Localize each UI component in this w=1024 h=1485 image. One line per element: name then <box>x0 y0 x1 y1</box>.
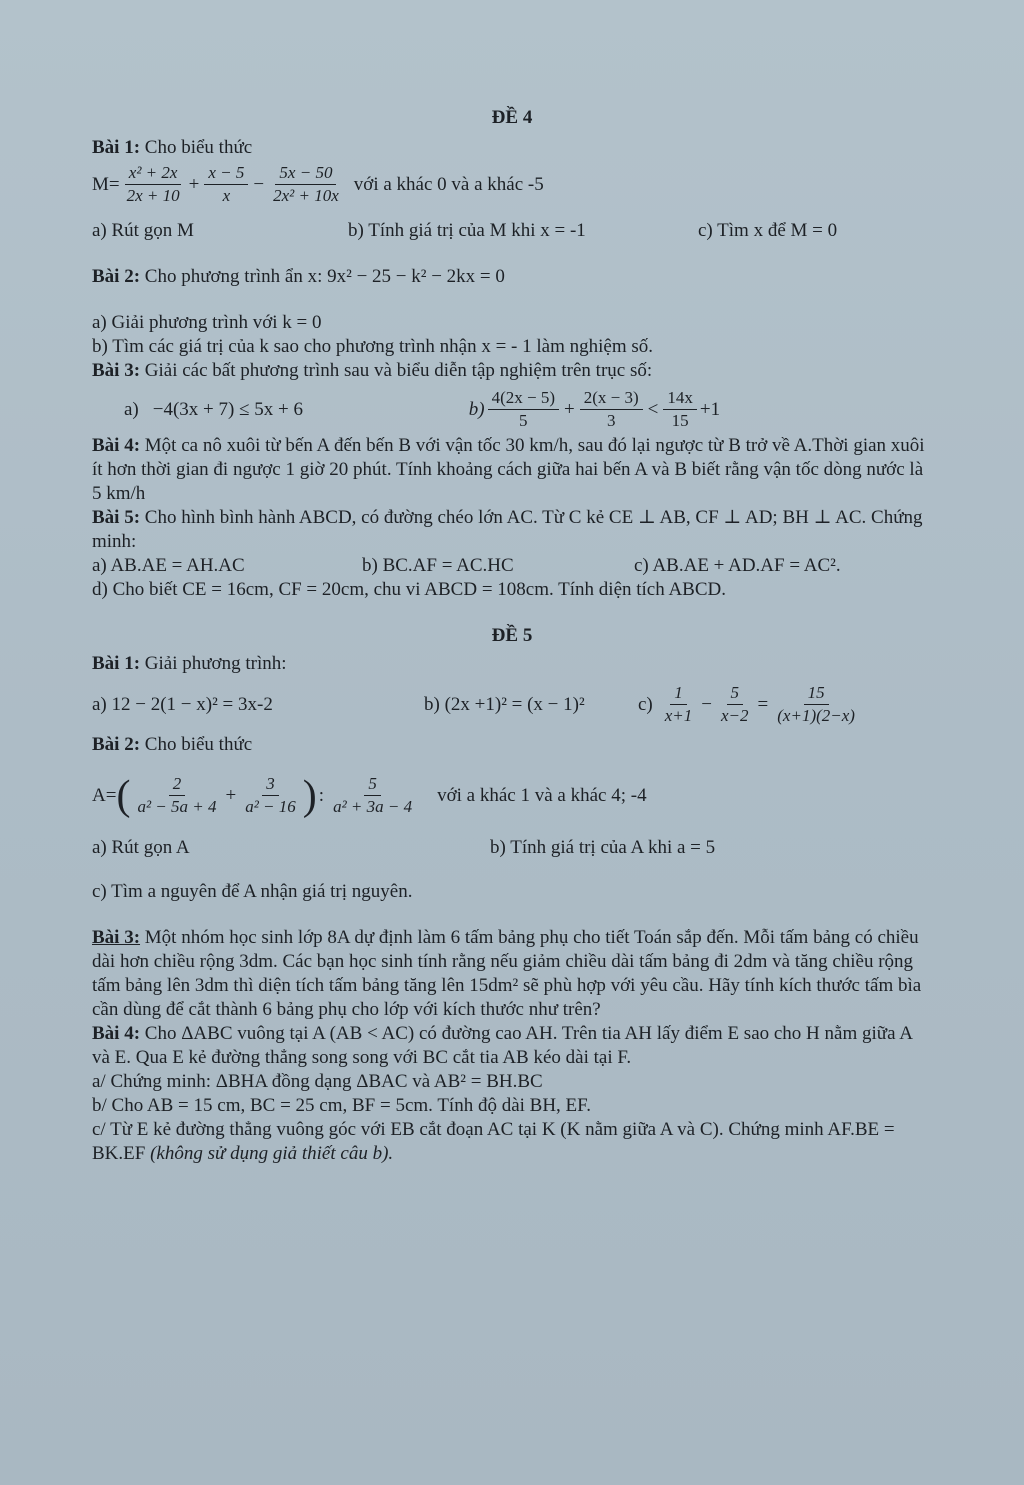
fraction: $\frac{15}{(x+1)(2-x)}$ <box>777 683 855 725</box>
de4-bai4: Bài 4: Một ca nô xuôi từ bến A đến bến B với vận tốc 30 km/h, sau đó lại ngược từ B trở về A.Thời gian xuôi ít hơn thời gian đi ngược 1 giờ 20 phút. Tính khoảng cách giữa hai bến A và B biết rằng vận tốc dòng nước là 5 km/h <box>92 435 925 504</box>
fraction: $\frac{2(x - 3)}{3}$ <box>580 387 643 432</box>
fraction: $\frac{5x - 50}{\text{2x² + 10x}}$ <box>273 163 339 205</box>
exam-5-title: ĐỀ 5 <box>491 625 533 646</box>
de5-bai4: Bài 4: Cho ΔABC vuông tại A (AB < AC) có đường cao AH. Trên tia AH lấy điểm E sao cho H nằm giữa A và E. Qua E kẻ đường thẳng song song với BC cắt tia AB kéo dài tại F. <box>92 1023 912 1068</box>
fraction: $\frac{3}{\text{a² − 16}}$ <box>245 774 296 816</box>
de4-bai5-parts: a) AB.AE = AH.AC b) BC.AF = AC.HC c) AB.AE + AD.AF = AC². <box>92 555 841 576</box>
de4-bai5-d: d) Cho biết CE = 16cm, CF = 20cm, chu vi ABCD = 108cm. Tính diện tích ABCD. <box>92 579 726 600</box>
de5-bai4-c: c/ Từ E kẻ đường thẳng vuông góc với EB cắt đoạn AC tại K (K nằm giữa A và C). Chứng minh AF.BE = BK.EF (không sử dụng giả thiết câu b). <box>92 1119 895 1164</box>
de4-bai1-parts: a) Rút gọn M b) Tính giá trị của M khi x = -1 c) Tìm x để M = 0 <box>92 220 838 241</box>
exam-4-title: ĐỀ 4 <box>491 107 533 128</box>
de5-bai1-parts: a) 12 − 2(1 − x)² = 3x-2 b) (2x +1)² = (x − 1)² c) $\frac{1}{x+1}$ − $\frac{5}{x-2}$ = $\frac{15}{(x+1)(2-x)}$ <box>92 682 932 727</box>
exam-content <box>92 100 932 1166</box>
de4-bai1-expression: M= $\frac{\text{x² + 2x}}{2x + 10}$ + $\frac{x - 5}{x}$ − $\frac{5x - 50}{\text{2x² + 10x}}$ với a khác 0 và a khác -5 <box>92 163 544 205</box>
de5-bai2-parts: a) Rút gọn A b) Tính giá trị của A khi a = 5 <box>92 837 716 858</box>
de5-bai2-heading: Bài 2: Cho biểu thức <box>92 734 253 755</box>
de5-bai4-a: a/ Chứng minh: ΔBHA đồng dạng ΔBAC và AB² = BH.BC <box>92 1071 543 1092</box>
de5-bai2-expression: A= ( $\frac{2}{\text{a² − 5a + 4}}$ + $\frac{3}{\text{a² − 16}}$ ) : $\frac{5}{\text{a² + 3a − 4}}$ với a khác 1 và a khác 4; -4 <box>92 772 647 819</box>
de4-bai1-heading: Bài 1: Cho biểu thức <box>92 137 253 158</box>
fraction: $\frac{14x}{15}$ <box>663 387 697 432</box>
de5-bai4-b: b/ Cho AB = 15 cm, BC = 25 cm, BF = 5cm. Tính độ dài BH, EF. <box>92 1095 591 1116</box>
de4-bai5: Bài 5: Cho hình bình hành ABCD, có đường chéo lớn AC. Từ C kẻ CE ⊥ AB, CF ⊥ AD; BH ⊥ AC. Chứng minh: <box>92 507 923 552</box>
fraction: $\frac{2}{\text{a² − 5a + 4}}$ <box>137 774 217 816</box>
de4-bai2-a: a) Giải phương trình với k = 0 <box>92 312 322 333</box>
de4-bai3-inequalities: a) −4(3x + 7) ≤ 5x + 6 b) $\frac{4(2x - 5)}{5}$ + $\frac{2(x - 3)}{3}$ < $\frac{14x}{15}$ +1 <box>124 388 721 430</box>
de4-bai2-b: b) Tìm các giá trị của k sao cho phương trình nhận x = - 1 làm nghiệm số. <box>92 336 654 357</box>
fraction: $\frac{4(2x - 5)}{5}$ <box>488 387 559 432</box>
fraction: $\frac{\text{x² + 2x}}{2x + 10}$ <box>126 163 180 205</box>
de4-bai3-heading: Bài 3: Giải các bất phương trình sau và biểu diễn tập nghiệm trên trục số: <box>92 360 653 381</box>
de5-bai1-heading: Bài 1: Giải phương trình: <box>92 653 287 674</box>
fraction: $\frac{1}{x+1}$ <box>664 683 693 725</box>
fraction: $\frac{x - 5}{x}$ <box>204 162 248 207</box>
de4-bai2-heading: Bài 2: Cho phương trình ẩn x: 9x² − 25 − k² − 2kx = 0 <box>92 266 505 287</box>
de5-bai2-c: c) Tìm a nguyên để A nhận giá trị nguyên. <box>92 881 413 902</box>
de5-bai3: Bài 3: Một nhóm học sinh lớp 8A dự định làm 6 tấm bảng phụ cho tiết Toán sắp đến. Mỗi tấm bảng có chiều dài hơn chiều rộng 3dm. Các bạn học sinh tính rằng nếu giảm chiều dài tấm bảng đi 2dm và tăng chiều rộng tấm bảng lên 3dm thì diện tích tấm bảng tăng lên 15dm² sẽ phù hợp với yêu cầu. Hãy tính kích thước tấm bìa cần dùng để cắt thành 6 bảng phụ cho lớp với kích thước như trên? <box>92 927 922 1020</box>
fraction: $\frac{5}{\text{a² + 3a − 4}}$ <box>333 774 413 816</box>
fraction: $\frac{5}{x-2}$ <box>721 683 749 725</box>
